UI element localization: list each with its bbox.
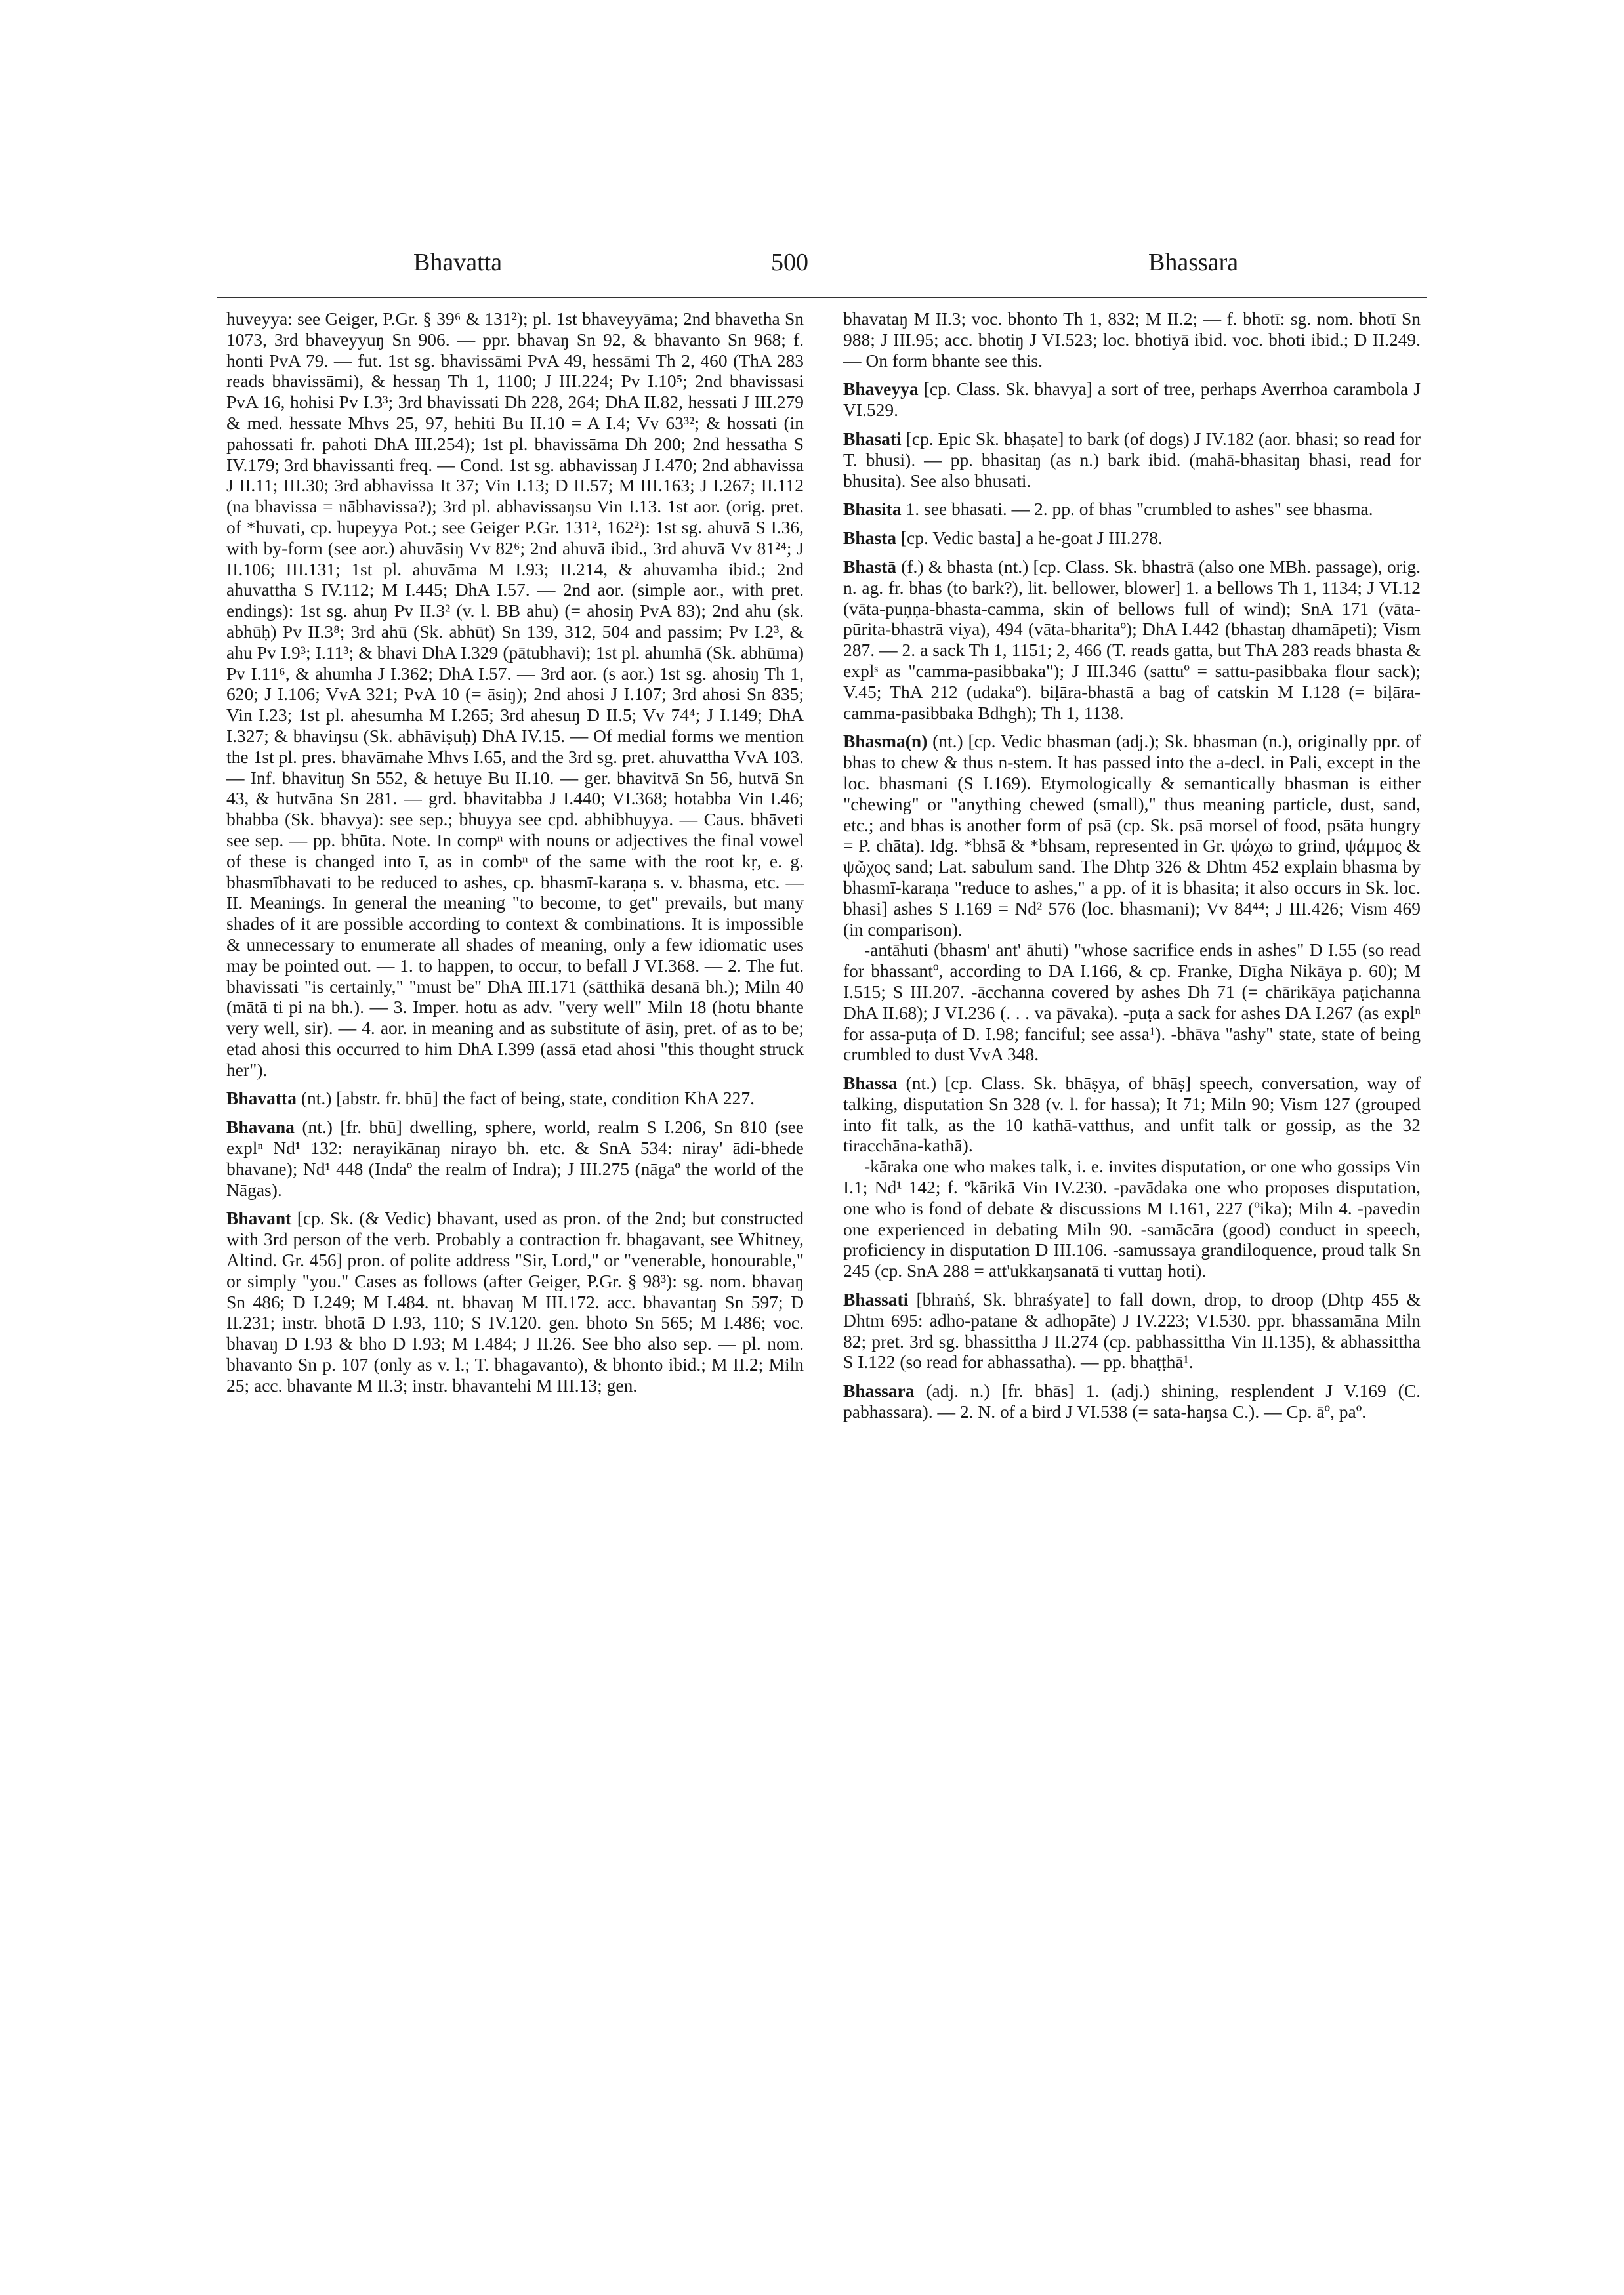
entry-body: [cp. Epic Sk. bhaṣate] to bark (of dogs) J IV.182 (aor. bhasi; so read for T. bhusi). — pp. bhasitaŋ (as n.) bark ibid. (mahā-bhasitaŋ bhasi, read for bhusita). See also bhusati. <box>843 428 1421 491</box>
page-number: 500 <box>771 249 808 276</box>
entry-bhasta-bellows <box>843 556 1421 723</box>
headword: Bhasita <box>843 499 902 520</box>
entry-body: (nt.) [cp. Vedic bhasman (adj.); Sk. bhasman (n.), originally ppr. of bhas to chew & thus n-stem. It has passed into the a-decl. in Pali, except in the loc. bhasmani (S I.169). Etymologically & semantically bhasman is either "chewing" or "anything chewed (small)," thus meaning particle, dust, sand, etc.; and bhas is another form of psā (cp. Sk. psā morsel of food, psāta hungry = P. chāta). Idg. *bhsā & *bhsam, represented in Gr. ψώχω to grind, ψάμμος & ψῶχος sand; Lat. sabulum sand. The Dhtp 326 & Dhtm 452 explain bhasma by bhasmī-karaṇa "reduce to ashes," a pp. of it is bhasita; it also occurs in Sk. loc. bhasi] ashes S I.169 = Nd² 576 (loc. bhasmani); Vv 84⁴⁴; J III.426; Vism 469 (in comparison). <box>843 731 1421 940</box>
left-column <box>226 308 804 1404</box>
entry-body: (nt.) [abstr. fr. bhū] the fact of being, state, condition KhA 227. <box>296 1088 755 1109</box>
entry-body: (f.) & bhasta (nt.) [cp. Class. Sk. bhastrā (also one MBh. passage), orig. n. ag. fr. bhas (to bark?), lit. bellower, blower] 1. a bellows Th 1, 1134; J VI.12 (vāta-puṇṇa-bhasta-camma, skin of bellows full of wind); SnA 171 (vāta-pūrita-bhastrā viya), 494 (vāta-bharitaº); DhA I.442 (bhastaŋ dhamāpeti); Vism 287. — 2. a sack Th 1, 1151; 2, 466 (T. reads gatta, but ThA 283 reads bhasta & explˢ as "camma-pasibbaka"); J III.346 (sattuº = sattu-pasibbaka flour sack); V.45; ThA 212 (udakaº). biḷāra-bhastā a bag of catskin M I.128 (= biḷāra-camma-pasibbaka Bdhgh); Th 1, 1138. <box>843 556 1421 723</box>
header-right-guideword: Bhassara <box>1148 249 1239 276</box>
headword: Bhasma(n) <box>843 731 928 752</box>
header-left-guideword: Bhavatta <box>413 249 503 276</box>
entry-bhasati <box>843 428 1421 491</box>
headword: Bhaveyya <box>843 379 919 400</box>
entry-bhasita <box>843 499 1421 520</box>
header-rule <box>217 297 1427 298</box>
headword: Bhasta <box>843 527 896 548</box>
entry-bhavana <box>226 1117 804 1200</box>
entry-body: [cp. Vedic basta] a he-goat J III.278. <box>896 527 1163 548</box>
entry-body: 1. see bhasati. — 2. pp. of bhas "crumbled to ashes" see bhasma. <box>901 499 1373 520</box>
running-header <box>217 248 1427 287</box>
entry-bhassati <box>843 1289 1421 1373</box>
headword: Bhasati <box>843 428 902 449</box>
headword: Bhavatta <box>226 1088 297 1109</box>
entry-bhasma-compounds: -antāhuti (bhasm' ant' āhuti) "whose sacrifice ends in ashes" D I.55 (so read for bhassantº, according to DA I.166, & cp. Franke, Dīgha Nikāya p. 60); M I.515; S III.207. -ācchanna covered by ashes Dh 71 (= chārikāya paṭichanna DhA II.68); J VI.236 (. . . va pāvaka). -puṭa a sack for ashes DA I.267 (as explⁿ for assa-puṭa of D. I.98; fanciful; see assa¹). -bhāva "ashy" state, state of being crumbled to dust VvA 348. <box>843 940 1421 1065</box>
entry-continuation: huveyya: see Geiger, P.Gr. § 39⁶ & 131²); pl. 1st bhaveyyāma; 2nd bhavetha Sn 1073, 3rd bhaveyyuŋ Sn 906. — ppr. bhavaŋ Sn 92, & bhavanto Sn 968; f. honti PvA 79. — fut. 1st sg. bhavissāmi PvA 49, hessāmi Th 2, 460 (ThA 283 reads bhavissāmi), & hessaŋ Th 1, 1100; J III.224; Pv I.10⁵; 2nd bhavissasi PvA 16, hohisi Pv I.3³; 3rd bhavissati Dh 228, 264; DhA II.82, hessati J III.279 & med. hessate Mhvs 25, 97, hehiti Bu II.10 = A I.4; Vv 63³²; & hossati (in pahossati fr. pahoti DhA III.254); 1st pl. bhavissāma Dh 200; 2nd hessatha S IV.179; 3rd bhavissanti freq. — Cond. 1st sg. abhavissaŋ J I.470; 2nd abhavissa J II.11; III.30; 3rd abhavissa It 37; Vin I.13; D II.57; M III.163; J I.267; II.112 (na bhavissa = nābhavissa?); 3rd pl. abhavissaŋsu Vin I.13. 1st aor. (orig. pret. of *huvati, cp. hupeyya Pot.; see Geiger P.Gr. 131², 162²): 1st sg. ahuvā S I.36, with by-form (see aor.) ahuvāsiŋ Vv 82⁶; 2nd ahuvā ibid., 3rd ahuvā Vv 81²⁴; J II.106; III.131; 1st pl. ahuvāma M I.93; II.214, & ahuvamha ibid.; 2nd ahuvattha S IV.112; M I.445; DhA I.57. — 2nd aor. (simple aor., with pret. endings): 1st sg. ahuŋ Pv II.3² (v. l. BB ahu) (= ahosiŋ PvA 83); 2nd ahu (sk. abhūḥ) Pv II.3⁸; 3rd ahū (Sk. abhūt) Sn 139, 312, 504 and passim; Pv I.2³, & ahu Pv I.9³; I.11³; & bhavi DhA I.329 (pātubhavi); 1st pl. ahumhā (Sk. abhūma) Pv I.11⁶, & ahumha J I.362; DhA I.57. — 3rd aor. (s aor.) 1st sg. ahosiŋ Th 1, 620; J I.106; VvA 321; PvA 10 (= āsiŋ); 2nd ahosi J I.107; 3rd ahosi Sn 835; Vin I.23; 1st pl. ahesumha M I.265; 3rd ahesuŋ D II.5; Vv 74⁴; J I.149; DhA I.327; & bhaviŋsu (Sk. abhāviṣuḥ) DhA IV.15. — Of medial forms we mention the 1st pl. pres. bhavāmahe Mhvs I.65, and the 3rd sg. pret. ahuvattha VvA 103. — Inf. bhavituŋ Sn 552, & hetuye Bu II.10. — ger. bhavitvā Sn 56, hutvā Sn 43, & hutvāna Sn 281. — grd. bhavitabba J I.440; VI.368; hotabba Vin I.46; bhabba (Sk. bhavya): see sep.; bhuyya see cpd. abhibhuyya. — Caus. bhāveti see sep. — pp. bhūta. Note. In compⁿ with nouns or adjectives the final vowel of these is changed into ī, as in combⁿ of the same with the root kṛ, e. g. bhasmībhavati to be reduced to ashes, cp. bhasmī-karaṇa s. v. bhasma, etc. — II. Meanings. In general the meaning "to become, to get" prevails, but many shades of it are possible according to context & combinations. It is impossible & unnecessary to enumerate all shades of meaning, only a few idiomatic uses may be pointed out. — 1. to happen, to occur, to befall J VI.368. — 2. The fut. bhavissati "is certainly," "must be" DhA III.171 (sātthikā desanā bh.); Miln 40 (mātā ti pi na bh.). — 3. Imper. hotu as adv. "very well" Miln 18 (hotu bhante very well, sir). — 4. aor. in meaning and as substitute of āsiŋ, pret. of as to be; etad ahosi this occurred to him DhA I.399 (assā etad ahosi "this thought struck her"). <box>226 308 804 1080</box>
headword: Bhassara <box>843 1380 915 1401</box>
entry-body: [cp. Sk. (& Vedic) bhavant, used as pron. of the 2nd; but constructed with 3rd person of the verb. Probably a contraction fr. bhagavant, see Whitney, Altind. Gr. 456] pron. of polite address "Sir, Lord," or "venerable, honourable," or simply "you." Cases as follows (after Geiger, P.Gr. § 98³): sg. nom. bhavaŋ Sn 486; D I.249; M I.484. nt. bhavaŋ M III.172. acc. bhavantaŋ Sn 597; D II.231; instr. bhotā D I.93, 110; S IV.120. gen. bhoto Sn 565; M I.486; voc. bhavaŋ D I.93 & bho D I.93; M I.484; J II.26. See bho also sep. — pl. nom. bhavanto Sn p. 107 (only as v. l.; T. bhagavanto), & bhonto ibid.; M II.2; Miln 25; acc. bhavante M II.3; instr. bhavantehi M III.13; gen. <box>226 1208 804 1396</box>
entry-body: (adj. n.) [fr. bhās] 1. (adj.) shining, resplendent J V.169 (C. pabhassara). — 2. N. of a bird J VI.538 (= sata-haŋsa C.). — Cp. āº, paº. <box>843 1380 1421 1422</box>
entry-bhaveyya <box>843 379 1421 421</box>
entry-bhassa <box>843 1073 1421 1156</box>
headword: Bhastā <box>843 556 896 577</box>
entry-body: [cp. Class. Sk. bhavya] a sort of tree, perhaps Averrhoa carambola J VI.529. <box>843 379 1421 421</box>
entry-bhavant <box>226 1208 804 1396</box>
headword: Bhavant <box>226 1208 292 1229</box>
headword: Bhassati <box>843 1289 909 1310</box>
right-column <box>843 308 1421 1430</box>
entry-bhasta <box>843 527 1421 548</box>
headword: Bhavana <box>226 1117 295 1138</box>
entry-bhassara <box>843 1380 1421 1422</box>
entry-bhavatta <box>226 1088 804 1109</box>
entry-body: [bhraṅś, Sk. bhraśyate] to fall down, drop, to droop (Dhtp 455 & Dhtm 695: adho-patane & adhopāte) J IV.223; VI.530. ppr. bhassamāna Miln 82; pret. 3rd sg. bhassittha J II.274 (cp. pabhassittha Vin II.135), & abhassittha S I.122 (so read for abhassatha). — pp. bhaṭṭhā¹. <box>843 1289 1421 1373</box>
entry-bhassa-compounds: -kāraka one who makes talk, i. e. invites disputation, or one who gossips Vin I.1; Nd¹ 142; f. ºkārikā Vin IV.230. -pavādaka one who proposes disputation, one who is fond of debate & discussions M I.161, 227 (ºika); Miln 4. -pavedin one experienced in debating Miln 90. -samācāra (good) conduct in speech, proficiency in disputation D III.106. -samussaya grandiloquence, proud talk Sn 245 (cp. SnA 288 = att'ukkaŋsanatā ti vuttaŋ hoti). <box>843 1156 1421 1281</box>
entry-bhasma <box>843 731 1421 940</box>
entry-body: (nt.) [cp. Class. Sk. bhāṣya, of bhāṣ] speech, conversation, way of talking, disputation Sn 328 (v. l. for hassa); It 71; Miln 90; Vism 127 (grouped into fit talk, as the 10 kathā-vatthus, and unfit talk or gossip, as the 32 tiracchāna-kathā). <box>843 1073 1421 1156</box>
entry-body: (nt.) [fr. bhū] dwelling, sphere, world, realm S I.206, Sn 810 (see explⁿ Nd¹ 132: nerayikānaŋ nirayo bh. etc. & SnA 534: niray' ādi-bhede bhavane); Nd¹ 448 (Indaº the realm of Indra); J III.275 (nāgaº the world of the Nāgas). <box>226 1117 804 1200</box>
entry-continuation: bhavataŋ M II.3; voc. bhonto Th 1, 832; M II.2; — f. bhotī: sg. nom. bhotī Sn 988; J III.95; acc. bhotiŋ J VI.523; loc. bhotiyā ibid. voc. bhoti ibid.; D II.249. — On form bhante see this. <box>843 308 1421 371</box>
headword: Bhassa <box>843 1073 898 1094</box>
